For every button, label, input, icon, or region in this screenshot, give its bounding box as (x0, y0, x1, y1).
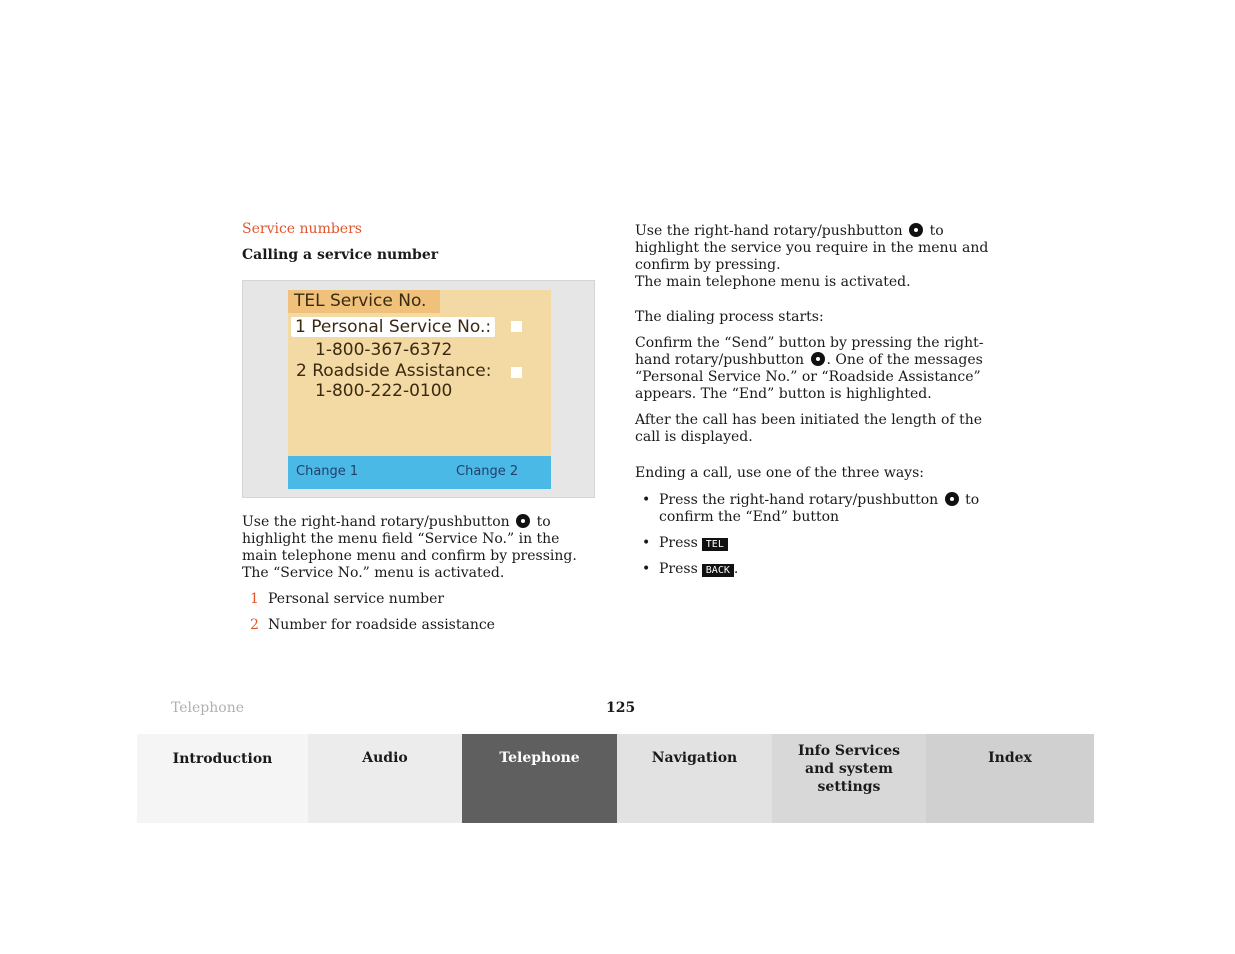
screen-item-1-number: 1-800-367-6372 (315, 340, 453, 360)
rotary-pushbutton-icon (516, 514, 530, 528)
right-para-1a: Use the right-hand rotary/pushbutton (635, 223, 903, 239)
rotary-pushbutton-icon (909, 223, 923, 237)
screen-title: TEL Service No. (288, 290, 440, 313)
softkey-bar (288, 456, 551, 489)
legend-item-1: 1 Personal service number (250, 591, 445, 607)
tab-telephone[interactable]: Telephone (462, 734, 617, 823)
end-call-options (635, 492, 991, 578)
subheading: Calling a service number (242, 247, 439, 263)
softkey-change-1: Change 1 (296, 464, 359, 479)
tab-audio[interactable]: Audio (308, 734, 462, 823)
rotary-pushbutton-icon (945, 492, 959, 506)
tab-index[interactable]: Index (926, 734, 1094, 823)
chapter-tabs (137, 734, 1094, 823)
right-para-3a: Confirm the “Send” button by pressing the right-hand rotary/pushbutton (635, 335, 984, 368)
right-para-1b: to highlight the service you require in the menu and confirm by pressing. (635, 223, 989, 273)
screen-item-2-label: 2 Roadside Assistance: (296, 361, 492, 381)
left-instructions (242, 514, 594, 634)
right-instructions (635, 223, 991, 587)
left-para-1a: Use the right-hand rotary/pushbutton (242, 514, 510, 530)
tab-introduction[interactable]: Introduction (137, 734, 308, 823)
left-para-1b: to highlight the menu field “Service No.” in the main telephone menu and confirm by pressing. (242, 514, 577, 564)
right-para-5: Ending a call, use one of the three ways: (635, 465, 924, 481)
bullet-1: • Press the right-hand rotary/pushbutton to confirm the “End” button (635, 492, 991, 526)
right-para-4: After the call has been initiated the length of the call is displayed. (635, 412, 983, 445)
page-number: 125 (606, 700, 636, 716)
screen-item-1-marker (511, 321, 522, 332)
tab-navigation[interactable]: Navigation (617, 734, 772, 823)
right-para-2: The dialing process starts: (635, 309, 824, 325)
left-para-1c: The “Service No.” menu is activated. (242, 565, 505, 581)
screen-item-2-marker (511, 367, 522, 378)
tab-info-services[interactable]: Info Services and system settings (772, 734, 926, 823)
back-key-icon: BACK (702, 564, 734, 577)
bullet-3: • Press BACK . (635, 561, 991, 578)
tel-key-icon: TEL (702, 538, 728, 551)
right-para-1c: The main telephone menu is activated. (635, 274, 911, 290)
display-screenshot (288, 290, 551, 489)
display-screenshot-frame (242, 280, 595, 498)
screen-item-2-number: 1-800-222-0100 (315, 381, 453, 401)
bullet-2: • Press TEL (635, 535, 991, 552)
footer-section-label: Telephone (171, 700, 245, 716)
screen-item-1-label: 1 Personal Service No.: (291, 317, 495, 337)
softkey-change-2: Change 2 (456, 464, 519, 479)
right-para-3b: . One of the messages “Personal Service No.” or “Roadside Assistance” appears. The “End” button is highlighted. (635, 352, 983, 402)
rotary-pushbutton-icon (811, 352, 825, 366)
legend-item-2: 2 Number for roadside assistance (250, 617, 495, 633)
section-title: Service numbers (242, 221, 362, 237)
